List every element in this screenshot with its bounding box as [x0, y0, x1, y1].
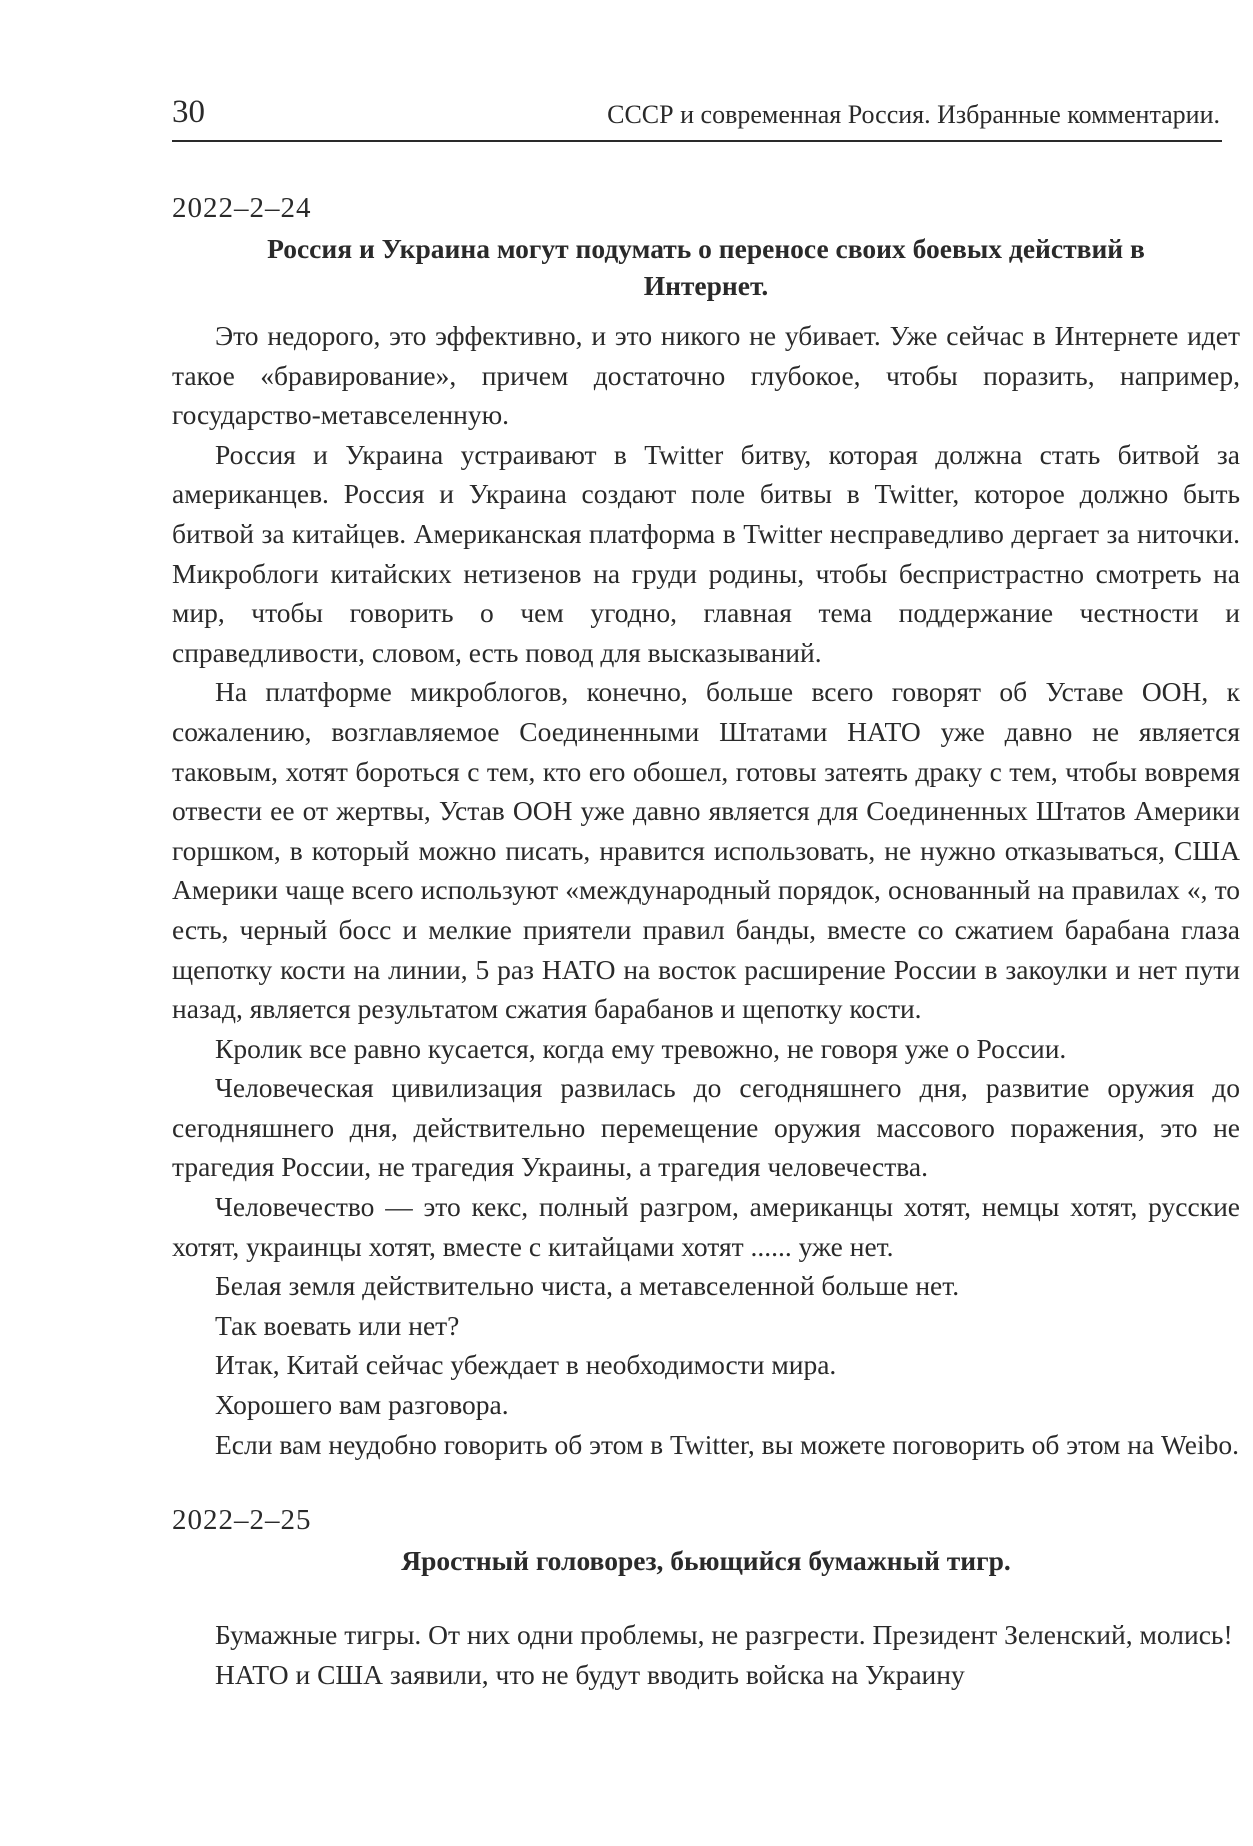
- entry-title: Яростный головорез, бьющийся бумажный тигр.: [401, 1545, 1011, 1577]
- page-number: 30: [172, 94, 205, 130]
- entry: [172, 186, 1240, 1464]
- running-title: СССР и современная Россия. Избранные комментарии.: [607, 100, 1220, 129]
- running-header: [172, 92, 1222, 142]
- paragraph: Если вам неудобно говорить об этом в Twitter, вы можете поговорить об этом на Weibo.: [215, 1428, 1240, 1460]
- paragraph: Человечество — это кекс, полный разгром, американцы хотят, немцы хотят, русские хотят, украинцы хотят, вместе с китайцами хотят ...... уже нет.: [172, 1191, 1240, 1262]
- paragraph: Хорошего вам разговора.: [215, 1389, 509, 1421]
- paragraph: Так воевать или нет?: [215, 1309, 460, 1341]
- paragraph: Это недорого, это эффективно, и это никого не убивает. Уже сейчас в Интернете идет такое «бравирование», причем достаточно глубокое, чтобы поразить, например, государство-метавселенную.: [172, 320, 1240, 431]
- paragraph: Итак, Китай сейчас убеждает в необходимости мира.: [215, 1349, 837, 1381]
- entry-title: Россия и Украина могут подумать о переносе своих боевых действий в Интернет.: [267, 233, 1145, 301]
- paragraph: Белая земля действительно чиста, а метавселенной больше нет.: [215, 1270, 960, 1302]
- paragraph: Россия и Украина устраивают в Twitter битву, которая должна стать битвой за американцев. Россия и Украина создают поле битвы в Twitter, которое должно быть битвой за китайцев. Американская платформа в Twitter несправедливо дергает за ниточки. Микроблоги китайских нетизенов на груди родины, чтобы беспристрастно смотреть на мир, чтобы говорить о чем угодно, главная тема поддержание честности и справедливости, словом, есть повод для высказываний.: [172, 438, 1240, 668]
- paragraph: На платформе микроблогов, конечно, больше всего говорят об Уставе ООН, к сожалению, возглавляемое Соединенными Штатами НАТО уже давно не является таковым, хотят бороться с тем, кто его обошел, готовы затеять драку с тем, чтобы вовремя отвести ее от жертвы, Устав ООН уже давно является для Соединенных Штатов Америки горшком, в который можно писать, нравится использовать, не нужно отказываться, США Америки чаще всего используют «международный порядок, основанный на правилах «, то есть, черный босс и мелкие приятели правил банды, вместе со сжатием барабана глаза щепотку кости на линии, 5 раз НАТО на восток расширение России в закоулки и нет пути назад, является результатом сжатия барабанов и щепотку кости.: [172, 676, 1240, 1025]
- paragraph: Бумажные тигры. От них одни проблемы, не разгрести. Президент Зеленский, молись!: [215, 1619, 1233, 1651]
- paragraph: НАТО и США заявили, что не будут вводить войска на Украину: [215, 1658, 965, 1690]
- page-content: [172, 186, 1240, 1694]
- paragraph: Кролик все равно кусается, когда ему тревожно, не говоря уже о России.: [215, 1032, 1067, 1064]
- entry-date: 2022–2–25: [172, 1504, 312, 1537]
- entry-date: 2022–2–24: [172, 192, 312, 224]
- entry: [172, 1498, 1240, 1694]
- paragraph: Человеческая цивилизация развилась до сегодняшнего дня, развитие оружия до сегодняшнего дня, действительно перемещение оружия массового поражения, это не трагедия России, не трагедия Украины, а трагедия человечества.: [172, 1072, 1240, 1183]
